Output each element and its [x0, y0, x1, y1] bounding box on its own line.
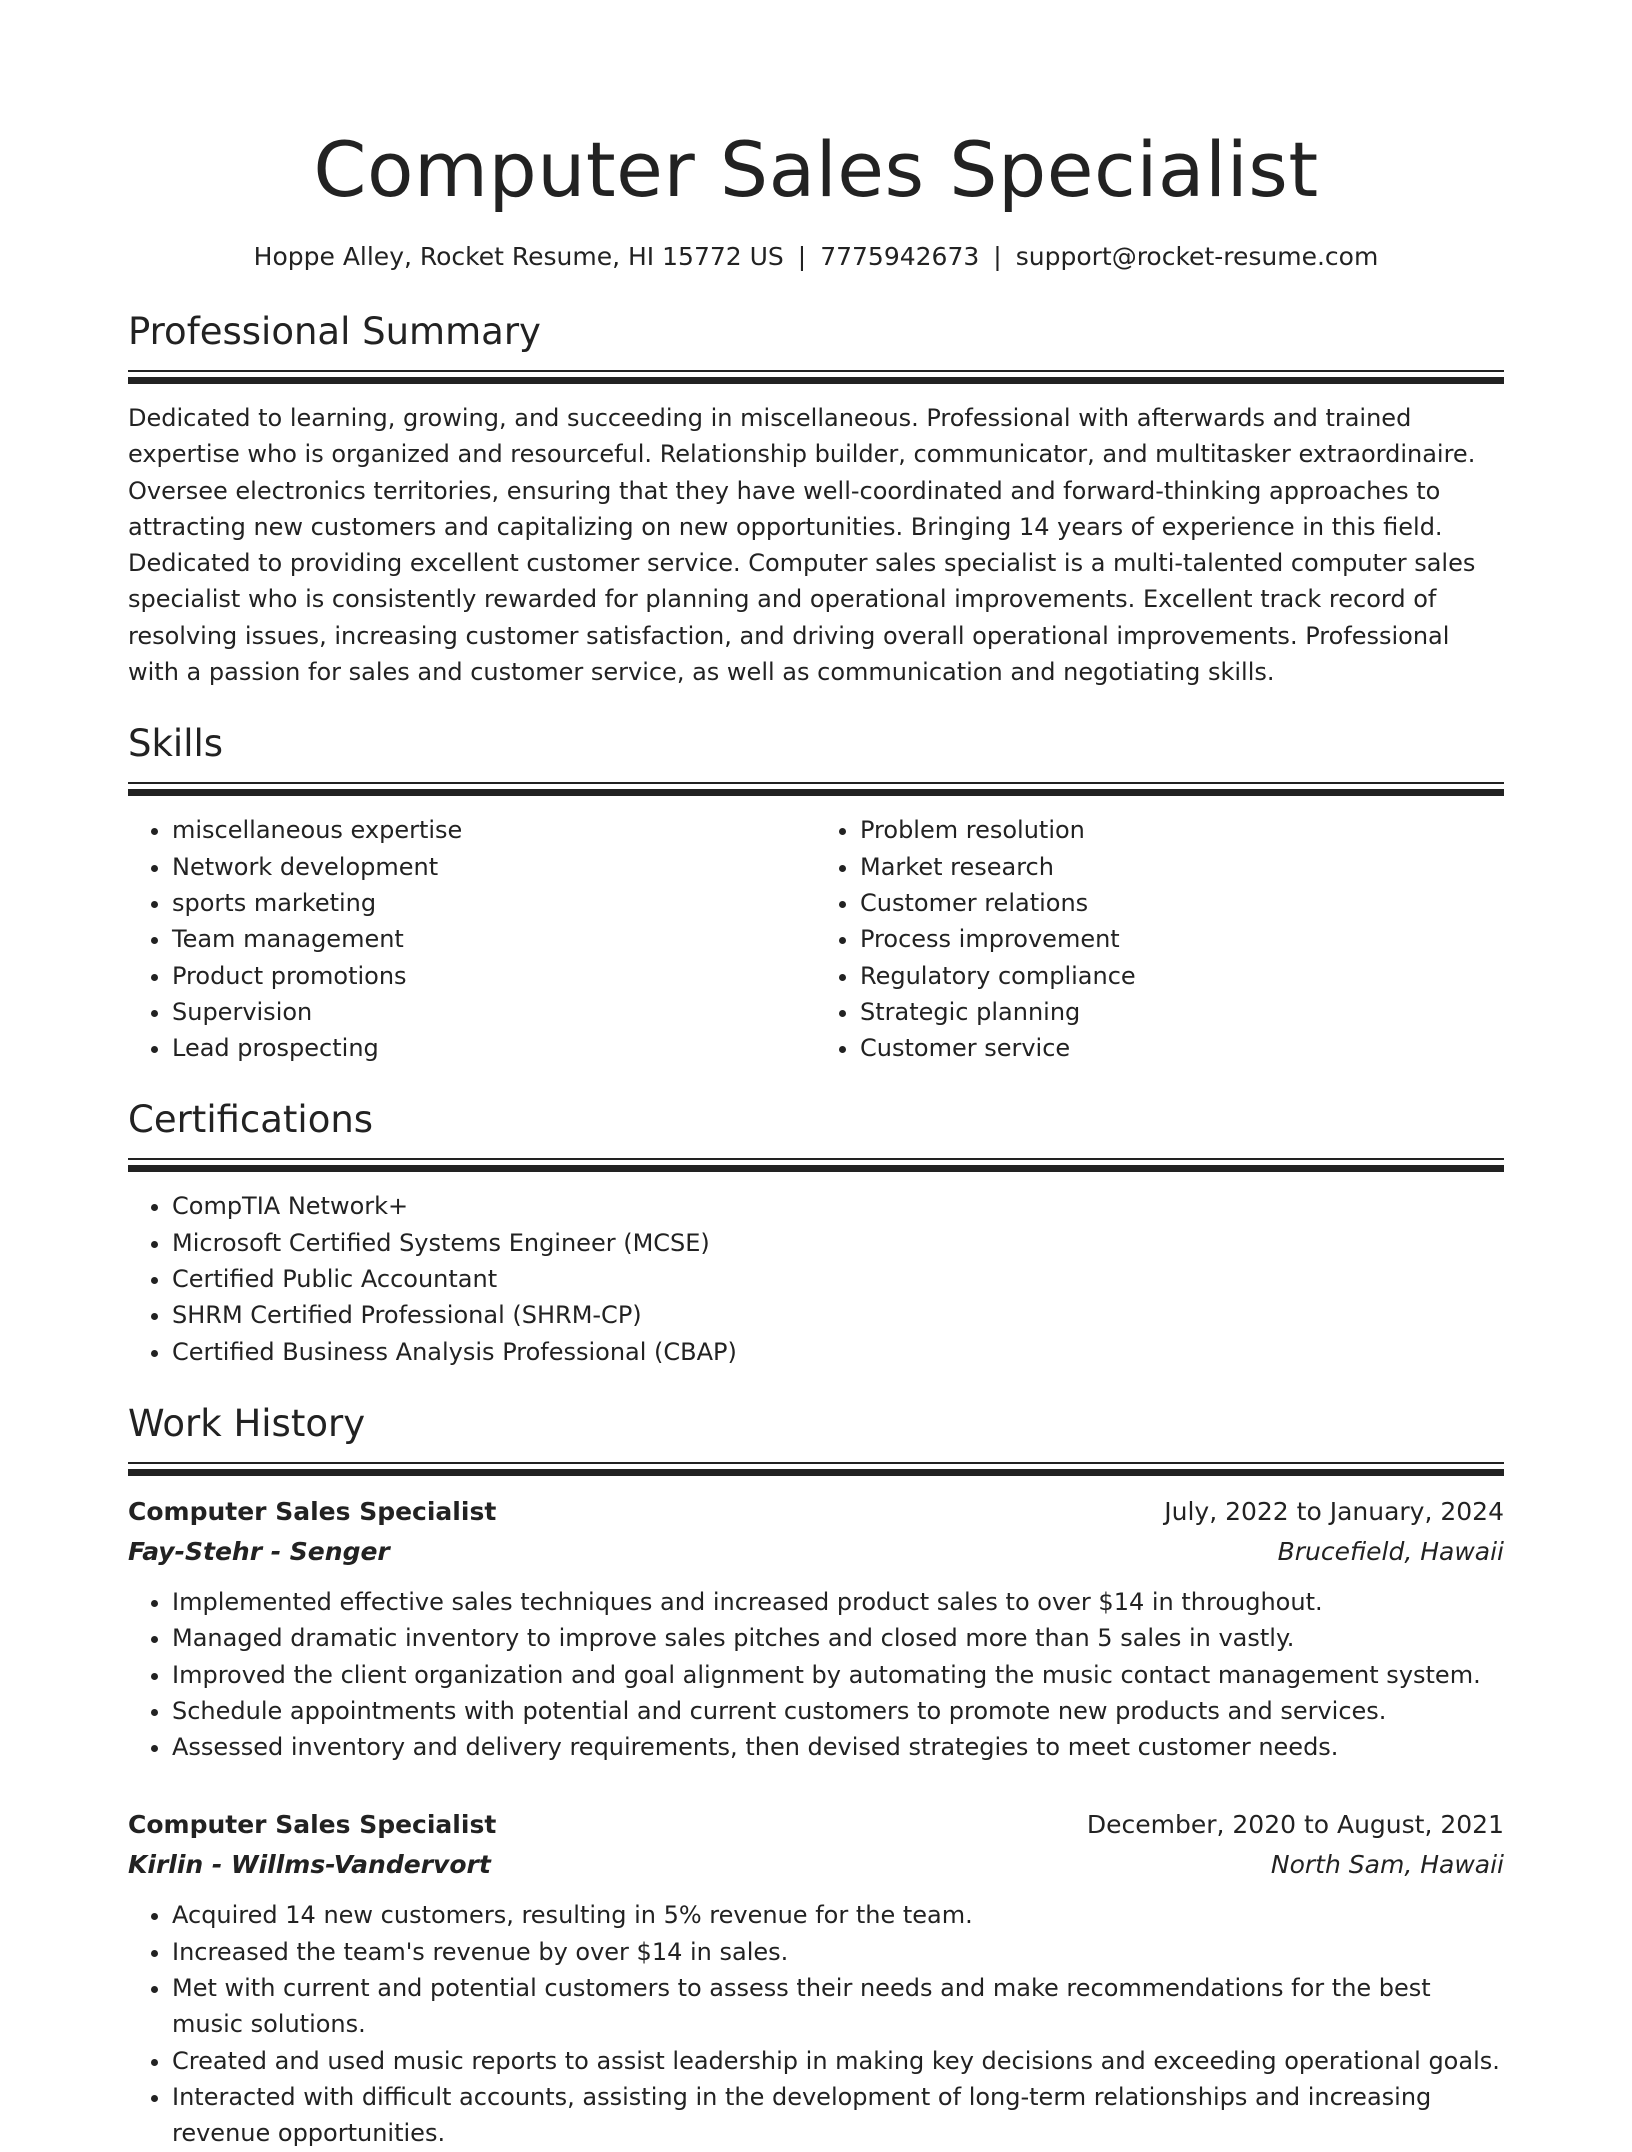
section-rule	[128, 1158, 1504, 1160]
skill-item: • Process improvement	[860, 921, 1504, 957]
job-dates: December, 2020 to August, 2021	[1086, 1810, 1504, 1840]
section-rule	[128, 1462, 1504, 1464]
job-bullet: • Improved the client organization and goal alignment by automating the music contact management system.	[172, 1657, 1504, 1693]
job-dates: July, 2022 to January, 2024	[1164, 1496, 1504, 1526]
resume-title: Computer Sales Specialist	[313, 125, 1319, 214]
job-bullet: • Acquired 14 new customers, resulting in 5% revenue for the team.	[172, 1897, 1504, 1933]
summary-heading: Professional Summary	[128, 310, 541, 353]
certification-item: • Certified Business Analysis Professional (CBAP)	[172, 1334, 1504, 1370]
summary-section	[128, 308, 1504, 690]
job-company-row	[128, 1845, 1504, 1885]
job-header-row	[128, 1492, 1504, 1532]
job-bullet: • Implemented effective sales techniques and increased product sales to over $14 in throughout.	[172, 1584, 1504, 1620]
job-bullets	[128, 1897, 1504, 2151]
job-company-row	[128, 1532, 1504, 1572]
contact-address: Hoppe Alley, Rocket Resume, HI 15772 US	[253, 242, 784, 271]
skill-item: • Network development	[172, 849, 816, 885]
certifications-heading: Certifications	[128, 1098, 374, 1142]
section-rule	[128, 370, 1504, 372]
job-title: Computer Sales Specialist	[128, 1810, 497, 1840]
skill-item: • Product promotions	[172, 958, 816, 994]
job-company: Kirlin - Willms-Vandervort	[128, 1850, 491, 1880]
certification-item: • Certified Public Accountant	[172, 1261, 1504, 1297]
work-history-heading: Work History	[128, 1401, 366, 1445]
contact-email: support@rocket-resume.com	[1015, 242, 1379, 271]
certification-item: • Microsoft Certified Systems Engineer (MCSE)	[172, 1225, 1504, 1261]
skills-columns	[128, 812, 1504, 1066]
job-location: North Sam, Hawaii	[1270, 1850, 1504, 1880]
contact-line	[128, 240, 1504, 274]
job-entry	[128, 1805, 1504, 2151]
job-bullets	[128, 1584, 1504, 1765]
summary-text: Dedicated to learning, growing, and succeeding in miscellaneous. Professional with afterwards and trained expertise who is organized and resourceful. Relationship builder, communicator, and multitasker extraordinaire. Oversee electronics territories, ensuring that they have well-coordinated and forward-thinking approaches to attracting new customers and capitalizing on new opportunities. Bringing 14 years of experience in this field. Dedicated to providing excellent customer service. Computer sales specialist is a multi-talented computer sales specialist who is consistently rewarded for planning and operational improvements. Excellent track record of resolving issues, increasing customer satisfaction, and driving overall operational improvements. Professional with a passion for sales and customer service, as well as communication and negotiating skills.	[128, 404, 1476, 687]
section-rule	[128, 1469, 1504, 1476]
job-company: Fay-Stehr - Senger	[128, 1536, 390, 1566]
contact-phone: 7775942673	[820, 242, 980, 271]
skill-item: • Lead prospecting	[172, 1030, 816, 1066]
job-location: Brucefield, Hawaii	[1277, 1536, 1504, 1566]
job-bullet: • Met with current and potential customers to assess their needs and make recommendations for the best music solutions.	[172, 1970, 1504, 2043]
skill-item: • Team management	[172, 921, 816, 957]
job-bullet: • Interacted with difficult accounts, assisting in the development of long-term relationships and increasing revenue opportunities.	[172, 2079, 1504, 2152]
job-bullet: • Created and used music reports to assist leadership in making key decisions and exceeding operational goals.	[172, 2043, 1504, 2079]
job-bullet: • Assessed inventory and delivery requirements, then devised strategies to meet customer needs.	[172, 1729, 1504, 1765]
certification-item: • SHRM Certified Professional (SHRM-CP)	[172, 1297, 1504, 1333]
work-history-section	[128, 1400, 1504, 2152]
contact-separator: |	[797, 242, 807, 271]
job-entry	[128, 1492, 1504, 1765]
skill-item: • Problem resolution	[860, 812, 1504, 848]
skill-item: • Customer service	[860, 1030, 1504, 1066]
skills-list-right	[816, 812, 1504, 1066]
skills-section	[128, 720, 1504, 1066]
section-rule	[128, 782, 1504, 784]
skills-list-left	[128, 812, 816, 1066]
skill-item: • miscellaneous expertise	[172, 812, 816, 848]
certification-item: • CompTIA Network+	[172, 1188, 1504, 1224]
section-rule	[128, 377, 1504, 384]
skill-item: • Customer relations	[860, 885, 1504, 921]
section-rule	[128, 789, 1504, 796]
skill-item: • Regulatory compliance	[860, 958, 1504, 994]
job-bullet: • Schedule appointments with potential and current customers to promote new products and services.	[172, 1693, 1504, 1729]
job-header-row	[128, 1805, 1504, 1845]
skill-item: • Market research	[860, 849, 1504, 885]
certifications-section	[128, 1096, 1504, 1369]
job-title: Computer Sales Specialist	[128, 1496, 497, 1526]
job-bullet: • Increased the team's revenue by over $14 in sales.	[172, 1934, 1504, 1970]
job-bullet: • Managed dramatic inventory to improve sales pitches and closed more than 5 sales in vastly.	[172, 1620, 1504, 1656]
section-rule	[128, 1165, 1504, 1172]
skill-item: • sports marketing	[172, 885, 816, 921]
skill-item: • Strategic planning	[860, 994, 1504, 1030]
skills-heading: Skills	[128, 722, 224, 766]
certifications-list	[128, 1188, 1504, 1369]
contact-separator: |	[993, 242, 1002, 271]
skill-item: • Supervision	[172, 994, 816, 1030]
